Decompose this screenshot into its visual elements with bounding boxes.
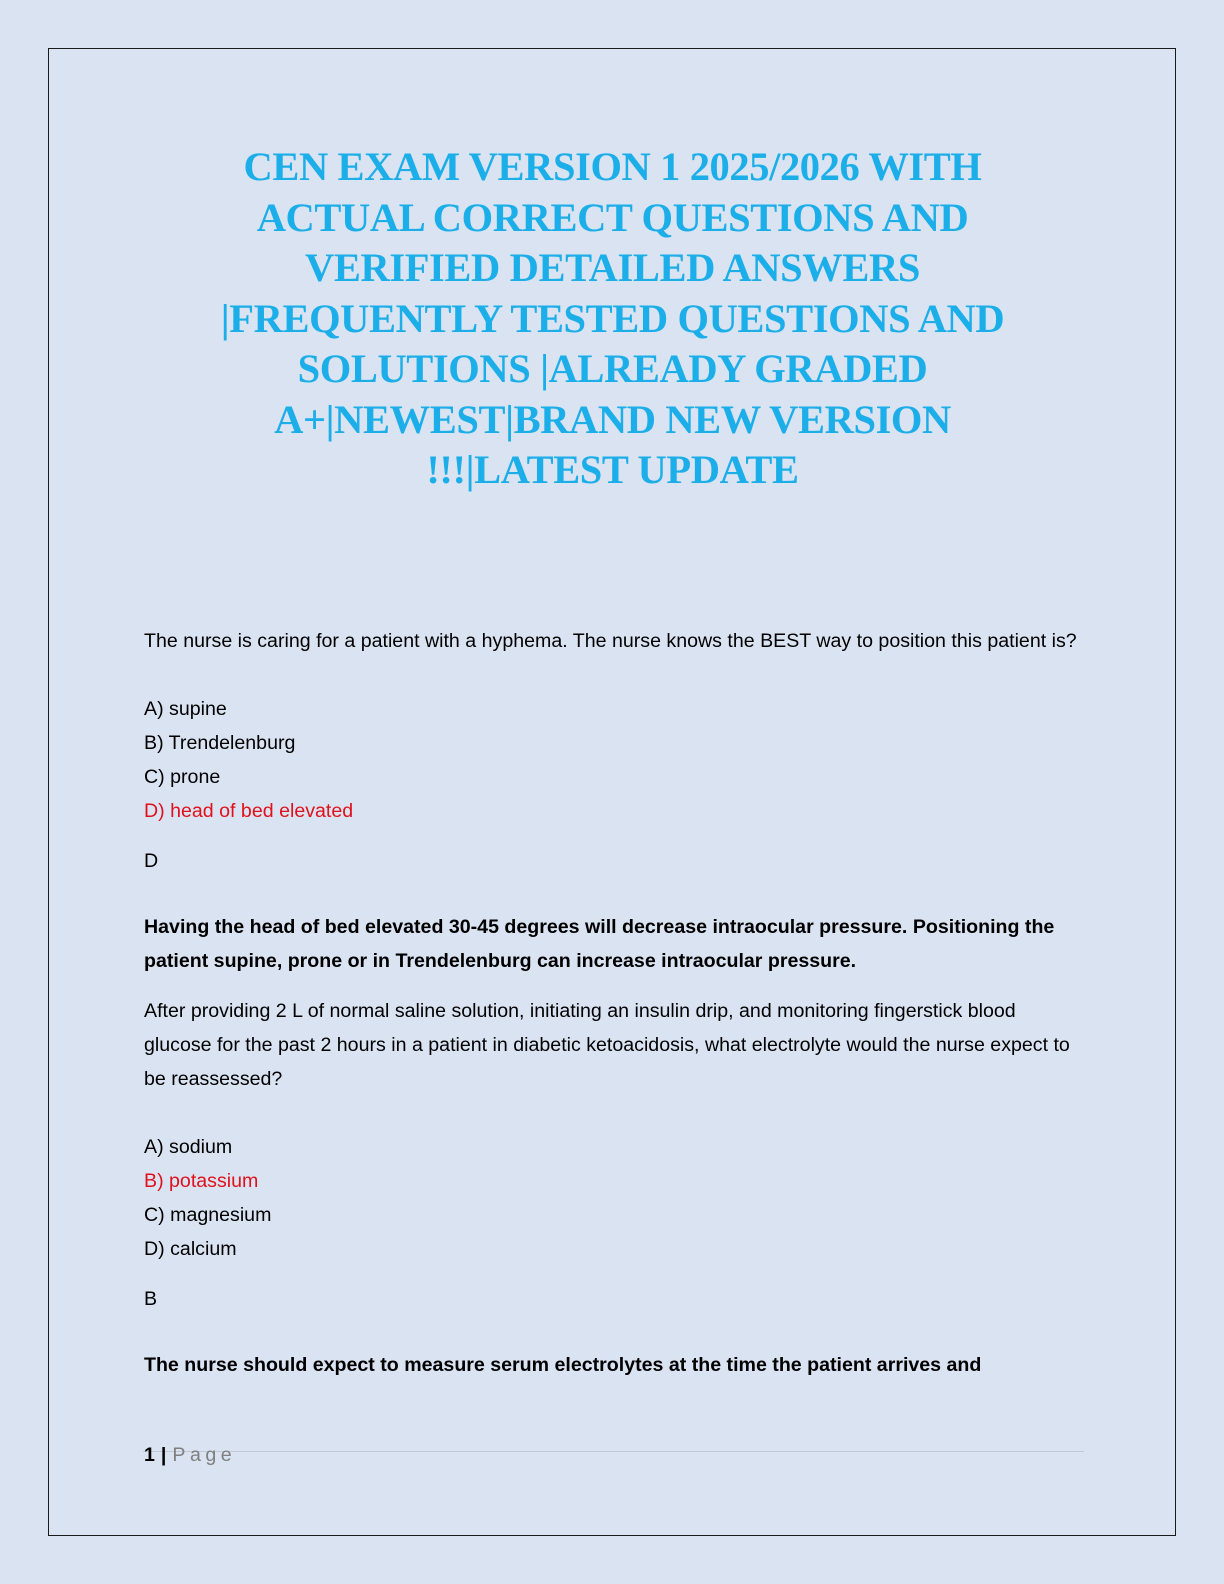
option-item-correct: B) potassium — [144, 1170, 259, 1192]
footer-divider — [143, 1451, 1084, 1452]
title-line: CEN EXAM VERSION 1 2025/2026 WITH — [243, 144, 982, 189]
rationale-text: Having the head of bed elevated 30-45 degrees will decrease intraocular pressure. Positioning the patient supine, prone or in Trendelenburg can increase intraocular pressure. — [144, 916, 1055, 972]
option-item: B) Trendelenburg — [144, 732, 296, 754]
title-line: SOLUTIONS |ALREADY GRADED — [297, 346, 928, 391]
title-line: ACTUAL CORRECT QUESTIONS AND — [256, 194, 969, 240]
page-footer — [144, 1441, 236, 1469]
page-number: 1 — [144, 1444, 155, 1466]
option-item: A) sodium — [144, 1136, 233, 1158]
title-line: A+|NEWEST|BRAND NEW VERSION — [274, 396, 951, 442]
rationale-text: The nurse should expect to measure serum electrolytes at the time the patient arrives and — [144, 1354, 982, 1376]
answer-letter: D — [144, 850, 159, 872]
title-line: |FREQUENTLY TESTED QUESTIONS AND — [220, 295, 1005, 341]
answer-letter: B — [144, 1288, 158, 1310]
option-item: A) supine — [144, 698, 227, 720]
option-item: C) prone — [144, 766, 221, 788]
options-list — [144, 692, 1084, 828]
options-list — [144, 1130, 1084, 1266]
option-item: D) calcium — [144, 1238, 237, 1260]
title-line: !!!|LATEST UPDATE — [426, 447, 799, 492]
question-text: After providing 2 L of normal saline solution, initiating an insulin drip, and monitoring fingerstick blood glucose for the past 2 hours in a patient in diabetic ketoacidosis, what electrolyte would the nurse expect to be reassessed? — [144, 1000, 1070, 1090]
document-body — [144, 624, 1084, 1398]
document-title — [150, 142, 1075, 496]
page-label: Page — [172, 1444, 237, 1466]
footer-separator: | — [160, 1444, 167, 1466]
question-text: The nurse is caring for a patient with a hyphema. The nurse knows the BEST way to position this patient is? — [144, 630, 1077, 652]
title-line: VERIFIED DETAILED ANSWERS — [305, 245, 920, 290]
option-item-correct: D) head of bed elevated — [144, 800, 354, 822]
option-item: C) magnesium — [144, 1204, 272, 1226]
